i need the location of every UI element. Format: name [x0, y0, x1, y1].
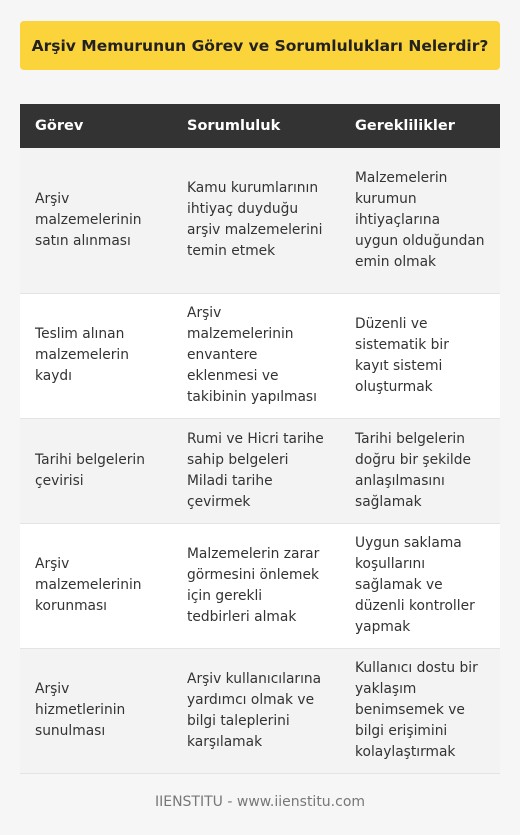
table-cell-requirements: Malzemelerin kurumun ihtiyaçlarına uygun olduğundan emin olmak: [340, 148, 500, 293]
table-row: [20, 293, 500, 418]
table-cell-responsibility: Arşiv kullanıcılarına yardımcı olmak ve bilgi taleplerini karşılamak: [172, 648, 340, 773]
column-header-responsibility: Sorumluluk: [172, 104, 340, 148]
table-cell-requirements: Tarihi belgelerin doğru bir şekilde anlaşılmasını sağlamak: [340, 418, 500, 523]
title-banner: [20, 21, 500, 70]
page-title: Arşiv Memurunun Görev ve Sorumlulukları Nelerdir?: [31, 36, 489, 55]
table-cell-responsibility: Malzemelerin zarar görmesini önlemek için gerekli tedbirleri almak: [172, 523, 340, 648]
footer-credit: IIENSTITU - www.iienstitu.com: [154, 794, 366, 810]
column-header-task: Görev: [20, 104, 172, 148]
column-header-requirements: Gereklilikler: [340, 104, 500, 148]
table-cell-requirements: Düzenli ve sistematik bir kayıt sistemi oluşturmak: [340, 293, 500, 418]
table-cell-task: Arşiv malzemelerinin korunması: [20, 523, 172, 648]
table-cell-task: Arşiv hizmetlerinin sunulması: [20, 648, 172, 773]
table-cell-task: Arşiv malzemelerinin satın alınması: [20, 148, 172, 293]
table-cell-responsibility: Kamu kurumlarının ihtiyaç duyduğu arşiv malzemelerini temin etmek: [172, 148, 340, 293]
table-row: [20, 148, 500, 293]
table-cell-requirements: Uygun saklama koşullarını sağlamak ve düzenli kontroller yapmak: [340, 523, 500, 648]
table-row: [20, 418, 500, 523]
table-cell-responsibility: Rumi ve Hicri tarihe sahip belgeleri Miladi tarihe çevirmek: [172, 418, 340, 523]
table-cell-task: Tarihi belgelerin çevirisi: [20, 418, 172, 523]
table-row: [20, 648, 500, 773]
responsibilities-table-container: [20, 104, 500, 774]
table-cell-requirements: Kullanıcı dostu bir yaklaşım benimsemek ve bilgi erişimini kolaylaştırmak: [340, 648, 500, 773]
table-row: [20, 523, 500, 648]
responsibilities-table: [20, 104, 500, 774]
table-header-row: [20, 104, 500, 148]
table-cell-responsibility: Arşiv malzemelerinin envantere eklenmesi ve takibinin yapılması: [172, 293, 340, 418]
table-cell-task: Teslim alınan malzemelerin kaydı: [20, 293, 172, 418]
